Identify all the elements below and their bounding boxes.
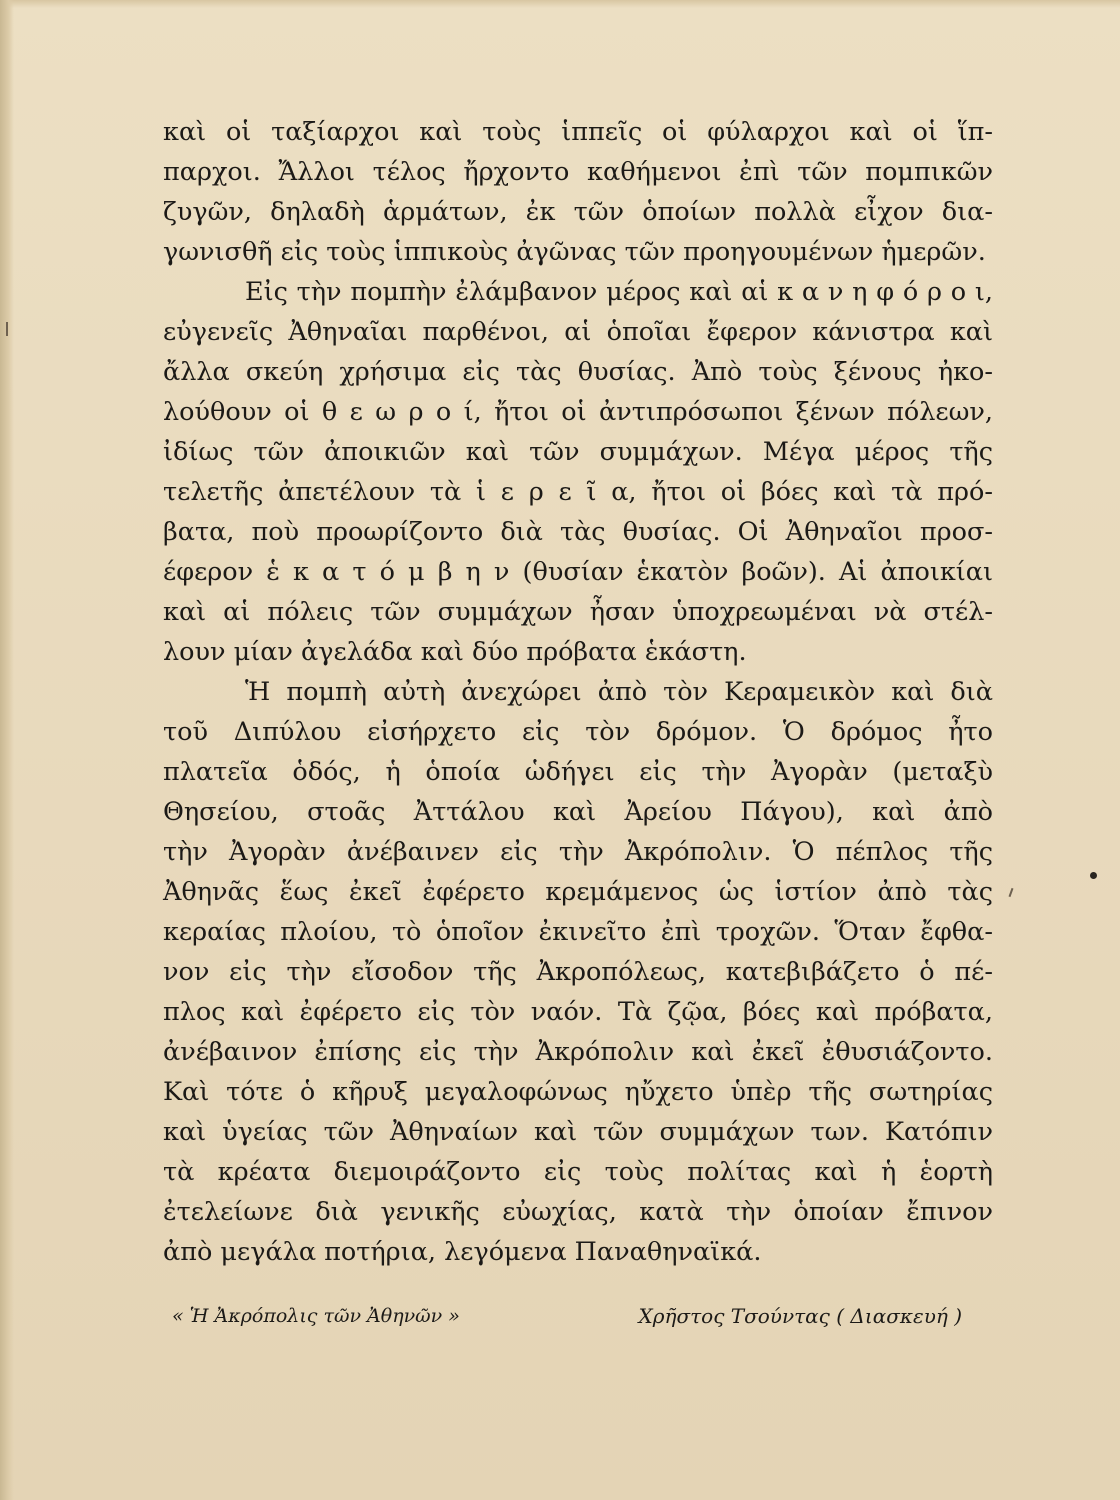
- text-line-26: καὶ ὑγείας τῶν Ἀθηναίων καὶ τῶν συμμάχων των. Κατόπιν: [163, 1117, 993, 1147]
- paper-speck: [1009, 888, 1014, 897]
- text-line-24: ἀνέβαινον ἐπίσης εἰς τὴν Ἀκρόπολιν καὶ ἐκεῖ ἐθυσιάζοντο.: [163, 1037, 993, 1067]
- text-line-25: Καὶ τότε ὁ κῆρυξ μεγαλοφώνως ηὔχετο ὑπὲρ τῆς σωτηρίας: [163, 1077, 993, 1107]
- text-line-11: βατα, ποὺ προωρίζοντο διὰ τὰς θυσίας. Οἱ Ἀθηναῖοι προσ-: [163, 517, 993, 547]
- body-text: [163, 112, 993, 1272]
- text-line-29: ἀπὸ μεγάλα ποτήρια, λεγόμενα Παναθηναϊκά.: [163, 1237, 762, 1267]
- source-title: « Ἡ Ἀκρόπολις τῶν Ἀθηνῶν »: [172, 1305, 460, 1327]
- text-line-7: ἄλλα σκεύη χρήσιμα εἰς τὰς θυσίας. Ἀπὸ τοὺς ξένους ἠκο-: [163, 357, 993, 387]
- text-line-21: κεραίας πλοίου, τὸ ὁποῖον ἐκινεῖτο ἐπὶ τροχῶν. Ὅταν ἔφθα-: [163, 917, 993, 947]
- text-line-9: ἰδίως τῶν ἀποικιῶν καὶ τῶν συμμάχων. Μέγα μέρος τῆς: [163, 437, 993, 467]
- text-line-22: νον εἰς τὴν εἴσοδον τῆς Ἀκροπόλεως, κατεβιβάζετο ὁ πέ-: [163, 957, 993, 987]
- text-line-2: παρχοι. Ἄλλοι τέλος ἤρχοντο καθήμενοι ἐπὶ τῶν πομπικῶν: [163, 157, 993, 187]
- text-line-3: ζυγῶν, δηλαδὴ ἁρμάτων, ἐκ τῶν ὁποίων πολλὰ εἶχον δια-: [163, 197, 993, 227]
- text-line-17: πλατεῖα ὁδός, ἡ ὁποία ὡδήγει εἰς τὴν Ἀγορὰν (μεταξὺ: [163, 757, 993, 787]
- text-line-23: πλος καὶ ἐφέρετο εἰς τὸν ναόν. Τὰ ζῷα, βόες καὶ πρόβατα,: [163, 997, 993, 1027]
- text-line-5: Εἰς τὴν πομπὴν ἐλάμβανον μέρος καὶ αἱ κ α ν η φ ό ρ ο ι,: [245, 277, 993, 307]
- page-top-shadow: [0, 0, 1120, 8]
- text-line-15: Ἡ πομπὴ αὐτὴ ἀνεχώρει ἀπὸ τὸν Κεραμεικὸν καὶ διὰ: [245, 677, 993, 707]
- text-line-6: εὐγενεῖς Ἀθηναῖαι παρθένοι, αἱ ὁποῖαι ἔφερον κάνιστρα καὶ: [163, 317, 993, 347]
- text-line-18: Θησείου, στοᾶς Ἀττάλου καὶ Ἀρείου Πάγου), καὶ ἀπὸ: [163, 797, 993, 827]
- page-left-edge: [0, 0, 14, 1500]
- paper-speck: [6, 322, 8, 336]
- text-line-28: ἐτελείωνε διὰ γενικῆς εὐωχίας, κατὰ τὴν ὁποίαν ἔπινον: [163, 1197, 993, 1227]
- text-line-1: καὶ οἱ ταξίαρχοι καὶ τοὺς ἱππεῖς οἱ φύλαρχοι καὶ οἱ ἵπ-: [163, 117, 993, 147]
- text-line-16: τοῦ Διπύλου εἰσήρχετο εἰς τὸν δρόμον. Ὁ δρόμος ἦτο: [163, 717, 993, 747]
- text-line-27: τὰ κρέατα διεμοιράζοντο εἰς τοὺς πολίτας καὶ ἡ ἑορτὴ: [163, 1157, 993, 1187]
- text-line-4: γωνισθῆ εἰς τοὺς ἱππικοὺς ἀγῶνας τῶν προηγουμένων ἡμερῶν.: [163, 237, 986, 267]
- text-line-14: λουν μίαν ἀγελάδα καὶ δύο πρόβατα ἑκάστη.: [163, 637, 747, 667]
- text-line-19: τὴν Ἀγορὰν ἀνέβαινεν εἰς τὴν Ἀκρόπολιν. Ὁ πέπλος τῆς: [163, 837, 993, 867]
- text-line-20: Ἀθηνᾶς ἕως ἐκεῖ ἐφέρετο κρεμάμενος ὡς ἱστίον ἀπὸ τὰς: [163, 877, 993, 907]
- text-line-8: λούθουν οἱ θ ε ω ρ ο ί, ἤτοι οἱ ἀντιπρόσωποι ξένων πόλεων,: [163, 397, 993, 427]
- ink-dot: [1090, 872, 1097, 879]
- text-line-10: τελετῆς ἀπετέλουν τὰ ἱ ε ρ ε ῖ α, ἤτοι οἱ βόες καὶ τὰ πρό-: [163, 477, 993, 507]
- text-line-12: έφερον ἑ κ α τ ό μ β η ν (θυσίαν ἑκατὸν βοῶν). Αἱ ἀποικίαι: [163, 557, 993, 587]
- citation-footer: [172, 1298, 962, 1334]
- text-line-13: καὶ αἱ πόλεις τῶν συμμάχων ἦσαν ὑποχρεωμέναι νὰ στέλ-: [163, 597, 993, 627]
- author-credit: Χρῆστος Τσούντας ( Διασκευή ): [638, 1304, 962, 1328]
